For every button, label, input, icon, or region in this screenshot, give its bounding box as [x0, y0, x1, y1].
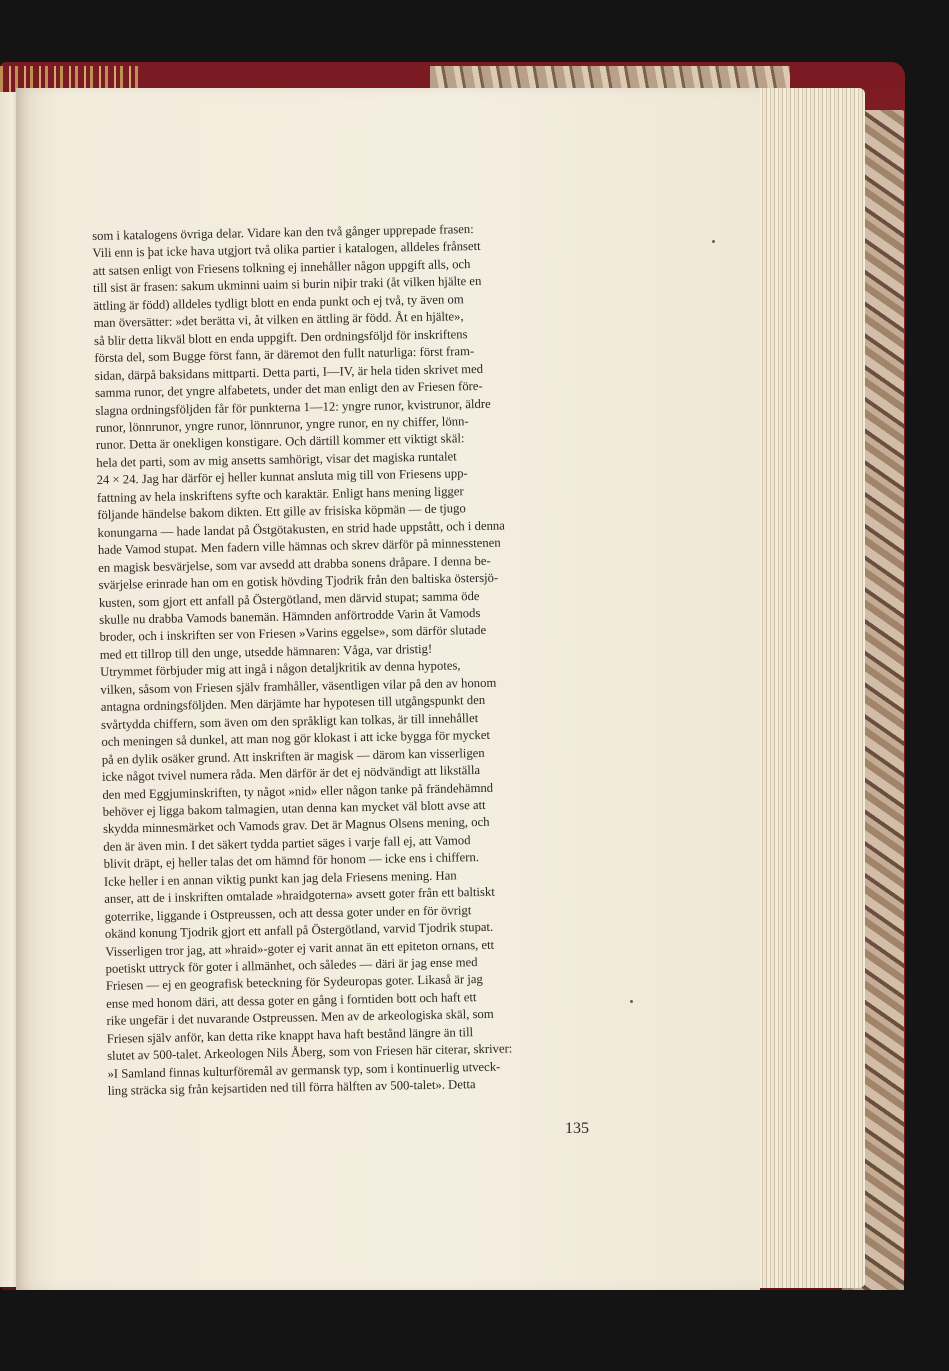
text-line: med ett tillrop till den unge, utsedde hämnaren: Våga, var dristig! [99, 641, 433, 662]
text-line: behöver ej ligga bakom talmagien, utan denna kan mycket väl blott avse att [102, 797, 486, 819]
text-line: runor. Detta är onekligen konstigare. Och därtill kommer ett viktigt skäl: [95, 431, 465, 453]
text-line: Friesen — ej en geografisk beteckning för Sydeuropas goter. Likaså är jag [105, 972, 483, 994]
text-line: slutet av 500-talet. Arkeologen Nils Åberg, som von Friesen här citerar, skriver: [107, 1041, 513, 1064]
text-line: en magisk besvärjelse, som var avsedd att drabba sonens dråpare. I denna be- [98, 553, 491, 575]
text-line: fattning av hela inskriftens syfte och karaktär. Enligt hans mening ligger [96, 484, 464, 505]
text-line: man översätter: »det berätta vi, åt vilken en ättling är född. Åt en hjälte», [93, 309, 464, 331]
text-line: ense med honom däri, att dessa goter en gång i forntiden bott och haft ett [106, 990, 477, 1011]
text-line: på en dylik osäker grund. Att inskriften är magisk — därom kan visserligen [101, 745, 485, 767]
text-line: slagna ordningsföljden får för punkterna 1—12: yngre runor, kvistrunor, äldre [95, 396, 491, 418]
text-line: vilken, såsom von Friesen själv framhåller, väsentligen vilar på den av honom [100, 675, 497, 697]
text-line: första del, som Bugge först fann, är däremot den fullt naturliga: först fram- [94, 344, 475, 366]
text-line: skulle nu drabba Vamods banemän. Hämnden anförtrodde Varin åt Vamods [99, 605, 481, 627]
text-line: antagna ordningsföljden. Men därjämte har hypotesen till utgångspunkt den [100, 693, 486, 715]
text-line: hade Vamod stupat. Men fadern ville hämnas och skrev därför på minnesstenen [97, 535, 501, 558]
text-line: så blir detta likväl blott en enda uppgift. Den ordningsföljd för inskriftens [93, 326, 468, 348]
text-line: konungarna — hade landat på Östgötakusten, en strid hade uppstått, och i denna [97, 518, 505, 540]
text-line: följande händelse bakom dikten. Ett gille av frisiska köpmän — de tjugo [97, 501, 466, 523]
text-line: ättling är född) alldeles tydligt blott en enda punkt och ej två, ty även om [93, 292, 464, 313]
text-line: Icke heller i en annan viktig punkt kan jag dela Friesens mening. Han [103, 868, 457, 889]
text-line: till sist är frasen: sakum ukminni uaim si burin niþir traki (åt vilken hjälte en [92, 274, 482, 296]
text-line: Utrymmet förbjuder mig att ingå i någon detaljkritik av denna hypotes, [100, 658, 461, 680]
text-line: icke något tvivel numera råda. Men därför är det ej nödvändigt att likställa [101, 763, 481, 784]
text-line: sidan, därpå baksidans mittparti. Detta parti, I—IV, är hela tiden skrivet med [94, 361, 484, 383]
text-line: som i katalogens övriga delar. Vidare kan den två gånger upprepade frasen: [92, 222, 474, 243]
text-line: »I Samland finnas kulturföremål av germansk typ, som i kontinuerlig utveck- [107, 1059, 501, 1081]
text-line: hela det parti, som av mig ansetts samhörigt, visar det magiska runtalet [96, 449, 457, 470]
text-line: okänd konung Tjodrik gjort ett anfall på Östergötland, varvid Tjodrik stupat. [104, 919, 494, 942]
text-line: att satsen enligt von Friesens tolkning ej innehåller någon uppgift alls, och [92, 256, 471, 278]
text-line: den med Eggjuminskriften, ty något »nid» eller någon tanke på frändehämnd [102, 780, 494, 802]
text-line: skydda minnesmärket och Vamods grav. Det är Magnus Olsens mening, och [102, 815, 490, 837]
page-number: 135 [565, 1120, 589, 1137]
text-line: runor, lönnrunor, yngre runor, lönnrunor, yngre runor, en ny chiffer, lönn- [95, 414, 469, 435]
text-line: 24 × 24. Jag har därför ej heller kunnat ansluta mig till von Friesens upp- [96, 466, 468, 488]
text-line: broder, och i inskriften ser von Friesen »Varins eggelse», som därför slutade [99, 623, 487, 645]
text-line: poetiskt uttryck för goter i allmänhet, och således — däri är jag ense med [105, 955, 478, 976]
body-text [92, 219, 620, 1101]
text-line: blivit dräpt, ej heller talas det om hämnd för honom — icke ens i chiffern. [103, 850, 480, 872]
text-line: samma runor, det yngre alfabetets, under det man enligt den av Friesen före- [94, 378, 483, 401]
paper-speck [712, 240, 715, 243]
page-edges [755, 88, 865, 1288]
marbled-edge-top [430, 66, 790, 90]
text-line: goterrike, liggande i Ostpreussen, och att dessa goter under en för övrigt [104, 902, 472, 924]
paper-speck [630, 1000, 633, 1003]
text-line: och meningen så dunkel, att man nog gör klokast i att icke bygga för mycket [101, 727, 491, 750]
text-line: den är även min. I det säkert tydda partiet säges i varje fall ej, att Vamod [103, 833, 471, 854]
book-page [16, 88, 760, 1290]
text-line: anser, att de i inskriften omtalade »hraidgoterna» avsett goter från ett baltiskt [104, 884, 495, 907]
text-line: svärjelse erinrade han om en gotisk hövding Tjodrik från den baltiska östersjö- [98, 570, 499, 593]
text-line: ling sträcka sig från kejsartiden ned till förra hälften av 500-talet». Detta [107, 1077, 476, 1099]
text-line: Friesen själv anför, kan detta rike knappt hava haft bestånd längre än till [106, 1024, 474, 1046]
text-line: kusten, som gjort ett anfall på Östergötland, men därvid stupat; samma öde [98, 588, 480, 610]
text-line: rike ungefär i det nuvarande Ostpreussen. Men av de arkeologiska skäl, som [106, 1007, 494, 1029]
text-line: svårtydda chiffern, som även om den språkligt kan tolkas, är till innehållet [100, 710, 479, 732]
text-line: Vili enn is þat icke hava utgjort två olika partier i katalogen, alldeles frånsett [92, 239, 481, 261]
text-line: Visserligen tror jag, att »hraid»-goter ej varit annat än ett epiteton ornans, ett [105, 937, 495, 959]
